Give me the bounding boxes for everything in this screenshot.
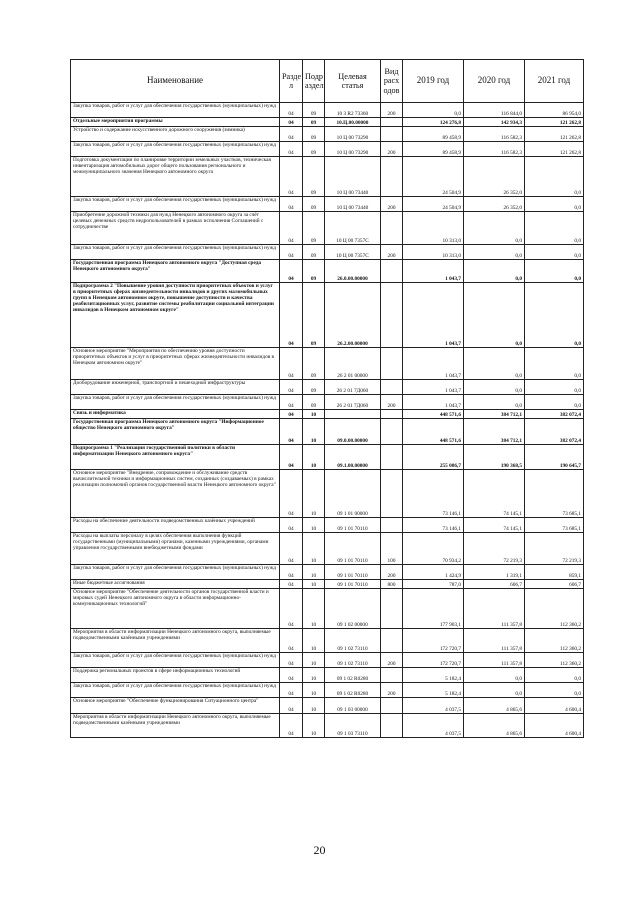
table-row xyxy=(71,127,584,142)
row-2021: 0,0 xyxy=(525,668,584,683)
row-2020: 26 352,0 xyxy=(464,197,525,212)
table-row xyxy=(71,283,584,348)
row-name: Расходы на обеспечение деятельности подведомственных казённых учреждений xyxy=(71,518,280,533)
table-row xyxy=(71,589,584,629)
row-2019: 1 043,7 xyxy=(403,260,464,283)
table-row xyxy=(71,380,584,395)
table-row xyxy=(71,212,584,245)
row-target: 26 2 01 7Д060 xyxy=(325,395,381,410)
row-2021: 0,0 xyxy=(525,283,584,348)
row-2019: 24 504,9 xyxy=(403,197,464,212)
row-name: Приобретение дорожной техники для нужд Ненецкого автономного округа за счёт целевых денежных средств недропользователей в рамках исполнения Соглашений с сотрудничестве xyxy=(71,212,280,245)
row-target: 09 1 01 00000 xyxy=(325,470,381,518)
row-target: 26 2 01 7Д060 xyxy=(325,380,381,395)
row-name: Устройство и содержание искусственного дорожного сооружения (зимника) xyxy=(71,127,280,142)
row-2021: 606,7 xyxy=(525,580,584,589)
row-expense-type: 200 xyxy=(381,197,403,212)
row-expense-type xyxy=(381,157,403,197)
row-expense-type xyxy=(381,589,403,629)
row-expense-type xyxy=(381,470,403,518)
row-name: Закупка товаров, работ и услуг для обеспечения государственных (муниципальных) нужд xyxy=(71,565,280,580)
table-row xyxy=(71,470,584,518)
row-subsection: 09 xyxy=(303,283,325,348)
row-expense-type xyxy=(381,127,403,142)
row-name: Подготовка документации по планировке территории земельных участков, техническая инвентаризация автомобильных дорог общего пользования регионального и межмуниципального значения Ненецкого автономного округа xyxy=(71,157,280,197)
row-subsection: 09 xyxy=(303,348,325,380)
table-row xyxy=(71,668,584,683)
row-2019: 1 424,9 xyxy=(403,565,464,580)
row-subsection: 10 xyxy=(303,629,325,653)
row-2019: 5 182,4 xyxy=(403,668,464,683)
row-name: Закупка товаров, работ и услуг для обеспечения государственных (муниципальных) нужд xyxy=(71,142,280,157)
row-2019: 448 571,6 xyxy=(403,419,464,445)
row-expense-type xyxy=(381,212,403,245)
row-2019: 89 458,9 xyxy=(403,127,464,142)
row-section: 04 xyxy=(280,212,303,245)
row-subsection: 10 xyxy=(303,518,325,533)
row-subsection: 10 xyxy=(303,580,325,589)
row-target: 09 1 02 R0280 xyxy=(325,668,381,683)
row-name: Мероприятия в области информатизации Ненецкого автономного округа, выполняемые подведомственными казёнными учреждениями xyxy=(71,629,280,653)
row-2019: 124 276,8 xyxy=(403,118,464,127)
budget-table xyxy=(70,59,584,738)
row-expense-type xyxy=(381,410,403,419)
row-name: Иные бюджетные ассигнования xyxy=(71,580,280,589)
row-subsection: 09 xyxy=(303,197,325,212)
row-2019: 5 182,4 xyxy=(403,683,464,698)
row-subsection: 09 xyxy=(303,157,325,197)
table-row xyxy=(71,629,584,653)
row-expense-type xyxy=(381,348,403,380)
row-2019: 1 043,7 xyxy=(403,380,464,395)
row-target: 10 Ц 00 7357С xyxy=(325,245,381,260)
row-subsection: 09 xyxy=(303,212,325,245)
page-number: 20 xyxy=(313,843,326,857)
table-row xyxy=(71,714,584,738)
table-row xyxy=(71,533,584,565)
row-2020: 0,0 xyxy=(464,260,525,283)
table-row xyxy=(71,565,584,580)
row-name: Поддержка региональных проектов в сфере информационных технологий xyxy=(71,668,280,683)
row-2020: 4 865,6 xyxy=(464,698,525,714)
row-subsection: 10 xyxy=(303,714,325,738)
row-2021: 0,0 xyxy=(525,212,584,245)
row-2019: 70 934,2 xyxy=(403,533,464,565)
row-2020: 190 368,5 xyxy=(464,445,525,470)
row-expense-type: 200 xyxy=(381,653,403,668)
row-2021: 4 600,4 xyxy=(525,698,584,714)
row-target: 10 3 R2 73360 xyxy=(325,103,381,118)
row-expense-type xyxy=(381,118,403,127)
row-expense-type: 800 xyxy=(381,580,403,589)
row-2021: 4 600,4 xyxy=(525,714,584,738)
row-name: Подпрограмма 2 "Повышение уровня доступности приоритетных объектов и услуг в приоритетных сферах жизнедеятельности инвалидов и других маломобильных групп в Ненецком автономном округе, повышение доступности и качества реабилитационных услуг, развитие системы реабилитации социальной интеграции инвалидов в Ненецком автономном округе" xyxy=(71,283,280,348)
row-subsection: 10 xyxy=(303,533,325,565)
row-target: 09 1 01 70110 xyxy=(325,533,381,565)
row-2020: 74 145,1 xyxy=(464,518,525,533)
row-2021: 112 360,2 xyxy=(525,589,584,629)
row-section: 04 xyxy=(280,580,303,589)
row-section: 04 xyxy=(280,348,303,380)
row-2021: 72 219,3 xyxy=(525,533,584,565)
table-row xyxy=(71,197,584,212)
row-expense-type: 200 xyxy=(381,245,403,260)
header-subsection: Подр аздел xyxy=(303,60,325,103)
row-2021: 0,0 xyxy=(525,260,584,283)
row-2020: 74 145,1 xyxy=(464,470,525,518)
row-name: Закупка товаров, работ и услуг для обеспечения государственных (муниципальных) нужд xyxy=(71,653,280,668)
header-2020: 2020 год xyxy=(464,60,525,103)
row-section: 04 xyxy=(280,103,303,118)
row-subsection: 10 xyxy=(303,410,325,419)
table-row xyxy=(71,580,584,589)
table-row xyxy=(71,395,584,410)
row-2020: 111 357,8 xyxy=(464,629,525,653)
row-section: 04 xyxy=(280,445,303,470)
row-section: 04 xyxy=(280,533,303,565)
row-section: 04 xyxy=(280,157,303,197)
row-2020: 1 319,1 xyxy=(464,565,525,580)
row-name: Дооборудование инженерной, транспортной и пешеходной инфраструктуры xyxy=(71,380,280,395)
budget-table-page xyxy=(70,59,583,738)
row-section: 04 xyxy=(280,419,303,445)
row-target: 09 1 01 70110 xyxy=(325,565,381,580)
row-2021: 0,0 xyxy=(525,395,584,410)
row-2021: 121 262,8 xyxy=(525,142,584,157)
row-expense-type xyxy=(381,260,403,283)
row-expense-type xyxy=(381,380,403,395)
row-subsection: 09 xyxy=(303,142,325,157)
row-expense-type: 100 xyxy=(381,533,403,565)
table-row xyxy=(71,683,584,698)
row-name: Закупка товаров, работ и услуг для обеспечения государственных (муниципальных) нужд xyxy=(71,683,280,698)
row-2019: 1 043,7 xyxy=(403,395,464,410)
row-2019: 1 043,7 xyxy=(403,348,464,380)
row-2019: 1 043,7 xyxy=(403,283,464,348)
table-row xyxy=(71,260,584,283)
row-2019: 10 313,0 xyxy=(403,245,464,260)
row-name: Основное мероприятие "Внедрение, сопровождение и обслуживание средств вычислительной техники и информационных систем, созданных (создаваемых) в рамках реализации полномочий органов государственной власти Ненецкого автономного округа" xyxy=(71,470,280,518)
row-2020: 0,0 xyxy=(464,668,525,683)
row-target: 09 1 01 70110 xyxy=(325,580,381,589)
row-name: Подпрограмма 1 "Реализация государственной политики в области информатизации Ненецкого автономного округа" xyxy=(71,445,280,470)
row-2020: 384 712,1 xyxy=(464,419,525,445)
row-section: 04 xyxy=(280,589,303,629)
row-2020: 116 844,0 xyxy=(464,103,525,118)
row-section: 04 xyxy=(280,260,303,283)
row-2019: 255 086,7 xyxy=(403,445,464,470)
row-target: 09 1 03 73110 xyxy=(325,714,381,738)
row-target: 09 1 03 00000 xyxy=(325,698,381,714)
row-target xyxy=(325,410,381,419)
row-target: 09 1 02 73110 xyxy=(325,629,381,653)
row-2020: 26 352,0 xyxy=(464,157,525,197)
table-row xyxy=(71,348,584,380)
row-subsection: 10 xyxy=(303,698,325,714)
row-target: 09 1 02 00000 xyxy=(325,589,381,629)
row-expense-type xyxy=(381,714,403,738)
row-subsection: 09 xyxy=(303,380,325,395)
row-2019: 10 313,0 xyxy=(403,212,464,245)
row-name: Закупка товаров, работ и услуг для обеспечения государственных (муниципальных) нужд xyxy=(71,245,280,260)
row-expense-type: 200 xyxy=(381,395,403,410)
row-2019: 24 504,9 xyxy=(403,157,464,197)
row-target: 10 Ц 00 73290 xyxy=(325,142,381,157)
row-name: Связь и информатика xyxy=(71,410,280,419)
row-expense-type: 200 xyxy=(381,103,403,118)
row-name: Основное мероприятие "Обеспечение функционирования Ситуационного центра" xyxy=(71,698,280,714)
row-2020: 142 934,3 xyxy=(464,118,525,127)
table-row xyxy=(71,245,584,260)
table-row xyxy=(71,410,584,419)
row-2021: 0,0 xyxy=(525,157,584,197)
row-target: 09 1 02 73110 xyxy=(325,653,381,668)
table-body xyxy=(71,103,584,738)
row-2021: 0,0 xyxy=(525,245,584,260)
row-2019: 787,0 xyxy=(403,580,464,589)
row-section: 04 xyxy=(280,698,303,714)
row-section: 04 xyxy=(280,118,303,127)
row-name: Закупка товаров, работ и услуг для обеспечения государственных (муниципальных) нужд xyxy=(71,197,280,212)
row-section: 04 xyxy=(280,410,303,419)
row-expense-type xyxy=(381,668,403,683)
row-target: 26.2.00.00000 xyxy=(325,283,381,348)
row-2019: 172 720,7 xyxy=(403,629,464,653)
header-target: Целевая статья xyxy=(325,60,381,103)
row-2020: 0,0 xyxy=(464,380,525,395)
row-expense-type xyxy=(381,518,403,533)
row-2021: 0,0 xyxy=(525,197,584,212)
row-target: 10 Ц 00 73440 xyxy=(325,197,381,212)
row-2020: 0,0 xyxy=(464,683,525,698)
table-row xyxy=(71,118,584,127)
header-name: Наименование xyxy=(71,60,280,103)
row-subsection: 09 xyxy=(303,260,325,283)
row-2021: 112 360,2 xyxy=(525,629,584,653)
row-section: 04 xyxy=(280,197,303,212)
row-subsection: 09 xyxy=(303,245,325,260)
row-target: 10 Ц 00 7357С xyxy=(325,212,381,245)
row-section: 04 xyxy=(280,629,303,653)
row-name: Государственная программа Ненецкого автономного округа "Доступная среда Ненецкого автономного округа" xyxy=(71,260,280,283)
row-2021: 859,1 xyxy=(525,565,584,580)
row-subsection: 09 xyxy=(303,127,325,142)
row-section: 04 xyxy=(280,470,303,518)
row-2021: 190 645,7 xyxy=(525,445,584,470)
row-2020: 72 219,3 xyxy=(464,533,525,565)
row-expense-type xyxy=(381,698,403,714)
row-2019: 448 571,6 xyxy=(403,410,464,419)
row-2021: 121 262,8 xyxy=(525,118,584,127)
row-name: Основное мероприятие "Мероприятия по обеспечению уровня доступности приоритетных объектов и услуг в приоритетных сферах жизнедеятельности инвалидов в Ненецком автономном округе" xyxy=(71,348,280,380)
row-section: 04 xyxy=(280,142,303,157)
row-2019: 4 037,5 xyxy=(403,698,464,714)
row-2021: 0,0 xyxy=(525,348,584,380)
row-target: 09.0.00.00000 xyxy=(325,419,381,445)
table-row xyxy=(71,157,584,197)
row-expense-type xyxy=(381,445,403,470)
row-section: 04 xyxy=(280,668,303,683)
row-2019: 177 903,1 xyxy=(403,589,464,629)
row-section: 04 xyxy=(280,714,303,738)
row-section: 04 xyxy=(280,683,303,698)
row-name: Отдельные мероприятия программы xyxy=(71,118,280,127)
row-subsection: 09 xyxy=(303,103,325,118)
row-subsection: 10 xyxy=(303,470,325,518)
row-section: 04 xyxy=(280,395,303,410)
table-row xyxy=(71,698,584,714)
row-2021: 73 685,1 xyxy=(525,470,584,518)
row-2020: 0,0 xyxy=(464,395,525,410)
row-2021: 0,0 xyxy=(525,683,584,698)
table-header-row xyxy=(71,60,584,103)
row-2019: 172 720,7 xyxy=(403,653,464,668)
row-name: Расходы на выплаты персоналу в целях обеспечения выполнения функций государственными (муниципальными) органами, казенными учреждениями, органами управления государственными внебюджетными фондами xyxy=(71,533,280,565)
row-2020: 111 357,8 xyxy=(464,589,525,629)
row-subsection: 10 xyxy=(303,668,325,683)
table-row xyxy=(71,653,584,668)
row-2020: 4 865,6 xyxy=(464,714,525,738)
row-target: 10.Ц.00.00000 xyxy=(325,118,381,127)
row-target: 26 2 01 00000 xyxy=(325,348,381,380)
row-target: 09 1 02 R0280 xyxy=(325,683,381,698)
row-2020: 116 582,3 xyxy=(464,142,525,157)
header-expense-type: Вид расх одов xyxy=(381,60,403,103)
row-2019: 73 146,1 xyxy=(403,518,464,533)
row-2020: 0,0 xyxy=(464,245,525,260)
header-2019: 2019 год xyxy=(403,60,464,103)
row-2021: 73 685,1 xyxy=(525,518,584,533)
row-2020: 0,0 xyxy=(464,348,525,380)
row-2021: 121 262,8 xyxy=(525,127,584,142)
row-target: 10 Ц 00 73290 xyxy=(325,127,381,142)
header-2021: 2021 год xyxy=(525,60,584,103)
row-section: 04 xyxy=(280,283,303,348)
table-row xyxy=(71,419,584,445)
row-subsection: 09 xyxy=(303,395,325,410)
row-2019: 4 037,5 xyxy=(403,714,464,738)
row-section: 04 xyxy=(280,653,303,668)
row-2021: 382 072,4 xyxy=(525,410,584,419)
row-2021: 382 072,4 xyxy=(525,419,584,445)
row-name: Государственная программа Ненецкого автономного округа "Информационное общество Ненецкого автономного округа" xyxy=(71,419,280,445)
row-subsection: 10 xyxy=(303,565,325,580)
row-subsection: 10 xyxy=(303,683,325,698)
row-expense-type xyxy=(381,419,403,445)
row-2020: 0,0 xyxy=(464,283,525,348)
row-2020: 384 712,1 xyxy=(464,410,525,419)
row-subsection: 10 xyxy=(303,653,325,668)
row-subsection: 10 xyxy=(303,589,325,629)
row-section: 04 xyxy=(280,245,303,260)
table-row xyxy=(71,103,584,118)
row-subsection: 10 xyxy=(303,445,325,470)
row-expense-type xyxy=(381,283,403,348)
row-2019: 89 458,9 xyxy=(403,142,464,157)
row-name: Основное мероприятие "Обеспечение деятельности органов государственной власти и мировых судей Ненецкого автономного округа в области информационно-коммуникационных технологий" xyxy=(71,589,280,629)
table-row xyxy=(71,445,584,470)
row-expense-type: 200 xyxy=(381,683,403,698)
table-row xyxy=(71,518,584,533)
row-2019: 0,0 xyxy=(403,103,464,118)
row-expense-type xyxy=(381,629,403,653)
row-target: 26.0.00.00000 xyxy=(325,260,381,283)
row-target: 10 Ц 00 73440 xyxy=(325,157,381,197)
row-name: Закупка товаров, работ и услуг для обеспечения государственных (муниципальных) нужд xyxy=(71,103,280,118)
row-name: Закупка товаров, работ и услуг для обеспечения государственных (муниципальных) нужд xyxy=(71,395,280,410)
table-row xyxy=(71,142,584,157)
row-2020: 111 357,8 xyxy=(464,653,525,668)
row-2021: 86 954,0 xyxy=(525,103,584,118)
row-expense-type: 200 xyxy=(381,142,403,157)
row-target: 09.1.00.00000 xyxy=(325,445,381,470)
row-target: 09 1 01 70110 xyxy=(325,518,381,533)
row-section: 04 xyxy=(280,380,303,395)
row-2020: 0,0 xyxy=(464,212,525,245)
row-2021: 0,0 xyxy=(525,380,584,395)
header-section: Разде л xyxy=(280,60,303,103)
row-expense-type: 200 xyxy=(381,565,403,580)
row-subsection: 09 xyxy=(303,118,325,127)
row-2020: 606,7 xyxy=(464,580,525,589)
row-2019: 73 146,1 xyxy=(403,470,464,518)
row-name: Мероприятия в области информатизации Ненецкого автономного округа, выполняемые подведомственными казёнными учреждениями xyxy=(71,714,280,738)
row-subsection: 10 xyxy=(303,419,325,445)
row-section: 04 xyxy=(280,127,303,142)
row-section: 04 xyxy=(280,518,303,533)
row-2020: 116 582,3 xyxy=(464,127,525,142)
row-section: 04 xyxy=(280,565,303,580)
row-2021: 112 360,2 xyxy=(525,653,584,668)
